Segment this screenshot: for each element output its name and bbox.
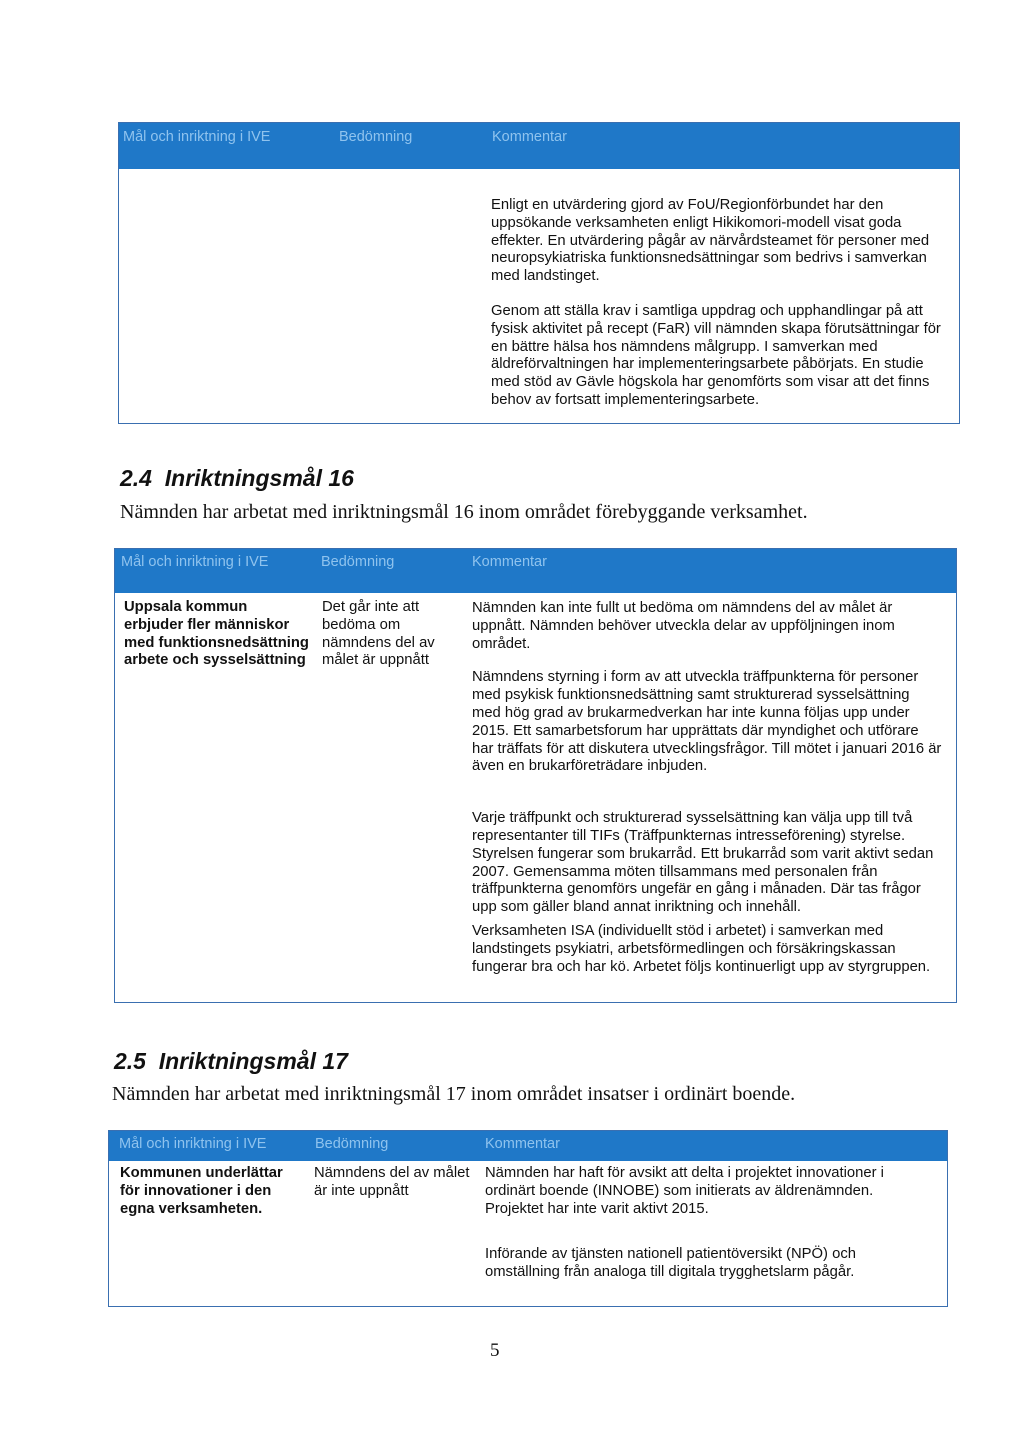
table-header xyxy=(119,123,959,169)
comment-cell xyxy=(485,1165,925,1282)
header-comment: Kommentar xyxy=(492,129,567,145)
section-title: Inriktningsmål 16 xyxy=(164,465,354,491)
goals-table-16 xyxy=(114,548,957,1003)
goals-table-17 xyxy=(108,1130,948,1307)
header-assessment: Bedömning xyxy=(315,1136,389,1152)
section-intro-2-4: Nämnden har arbetat med inriktningsmål 16 inom området förebyggande verksamhet. xyxy=(120,501,808,523)
comment-paragraph: Verksamheten ISA (individuellt stöd i arbetet) i samverkan med landstingets psykiatri, arbetsförmedlingen och försäkringskassan fungerar bra och har kö. Arbetet följs kontinuerligt upp av styrgruppen. xyxy=(472,922,931,975)
header-goal: Mål och inriktning i IVE xyxy=(119,1136,267,1152)
comment-paragraph: Nämndens styrning i form av att utveckla träffpunkterna för personer med psykisk funktionsnedsättning samt strukturerad sysselsättning med hög grad av brukarmedverkan har inte kunna följas upp under 2015. Ett samarbetsforum har upprättats där myndighet och utförare har träffats för att diskutera utvecklingsfrågor. Till mötet i januari 2016 är även en brukarföreträdare inbjuden. xyxy=(472,669,942,775)
section-heading-2-5 xyxy=(114,1048,348,1075)
comment-paragraph: Införande av tjänsten nationell patientöversikt (NPÖ) och omställning från analoga till digitala trygghetslarm pågår. xyxy=(485,1246,856,1281)
comment-cell xyxy=(491,197,951,410)
comment-cell xyxy=(472,600,942,976)
assessment-cell: Nämndens del av målet är inte uppnått xyxy=(314,1165,470,1199)
goal-cell: Kommunen underlättar för innovationer i den egna verksamheten. xyxy=(120,1165,283,1217)
section-intro-2-5: Nämnden har arbetat med inriktningsmål 17 inom området insatser i ordinärt boende. xyxy=(112,1083,796,1105)
header-comment: Kommentar xyxy=(485,1136,560,1152)
header-comment: Kommentar xyxy=(472,554,547,570)
comment-paragraph: Enligt en utvärdering gjord av FoU/Regionförbundet har den uppsökande verksamheten enligt Hikikomori-modell visat goda effekter. En utvärdering pågår av närvårdsteamet för personer med neuropsykiatriska funktionsnedsättningar som bedrivs i samverkan med landstinget. xyxy=(491,197,930,285)
comment-paragraph: Genom att ställa krav i samtliga uppdrag och upphandlingar på att fysisk aktivitet på recept (FaR) vill nämnden skapa förutsättningar för en bättre hälsa hos nämndens målgrupp. I samverkan med äldreförvaltningen har implementeringsarbete påbörjats. En studie med stöd av Gävle högskola har genomförts som visar att det finns behov av fortsatt implementeringsarbete. xyxy=(491,302,941,408)
header-assessment: Bedömning xyxy=(339,129,413,145)
header-goal: Mål och inriktning i IVE xyxy=(123,129,271,145)
header-goal: Mål och inriktning i IVE xyxy=(121,554,269,570)
section-number: 2.4 xyxy=(120,465,152,491)
table-header xyxy=(109,1131,947,1161)
table-header xyxy=(115,549,956,593)
section-number: 2.5 xyxy=(114,1048,146,1074)
goals-table-continued xyxy=(118,122,960,424)
header-assessment: Bedömning xyxy=(321,554,395,570)
section-heading-2-4 xyxy=(120,465,354,492)
page-number: 5 xyxy=(490,1340,500,1361)
goal-cell: Uppsala kommun erbjuder fler människor med funktionsnedsättning arbete och sysselsättning xyxy=(124,599,309,669)
assessment-cell: Det går inte att bedöma om nämndens del av målet är uppnått xyxy=(322,599,435,669)
comment-paragraph: Nämnden har haft för avsikt att delta i projektet innovationer i ordinärt boende (INNOBE) som initierats av äldrenämnden. Projektet har inte varit aktivt 2015. xyxy=(485,1165,884,1217)
comment-paragraph: Nämnden kan inte fullt ut bedöma om nämndens del av målet är uppnått. Nämnden behöver utveckla delar av uppföljningen inom området. xyxy=(472,600,895,652)
section-title: Inriktningsmål 17 xyxy=(158,1048,348,1074)
comment-paragraph: Varje träffpunkt och strukturerad sysselsättning kan välja upp till två representanter till TIFs (Träffpunkternas intresseförening) styrelse. Styrelsen fungerar som brukarråd. Ett brukarråd som varit aktivt sedan 2007. Gemensamma möten tillsammans med personalen från träffpunkterna genomförs ungefär en gång i månaden. Där tas frågor upp som gäller bland annat inriktning och innehåll. xyxy=(472,810,934,916)
